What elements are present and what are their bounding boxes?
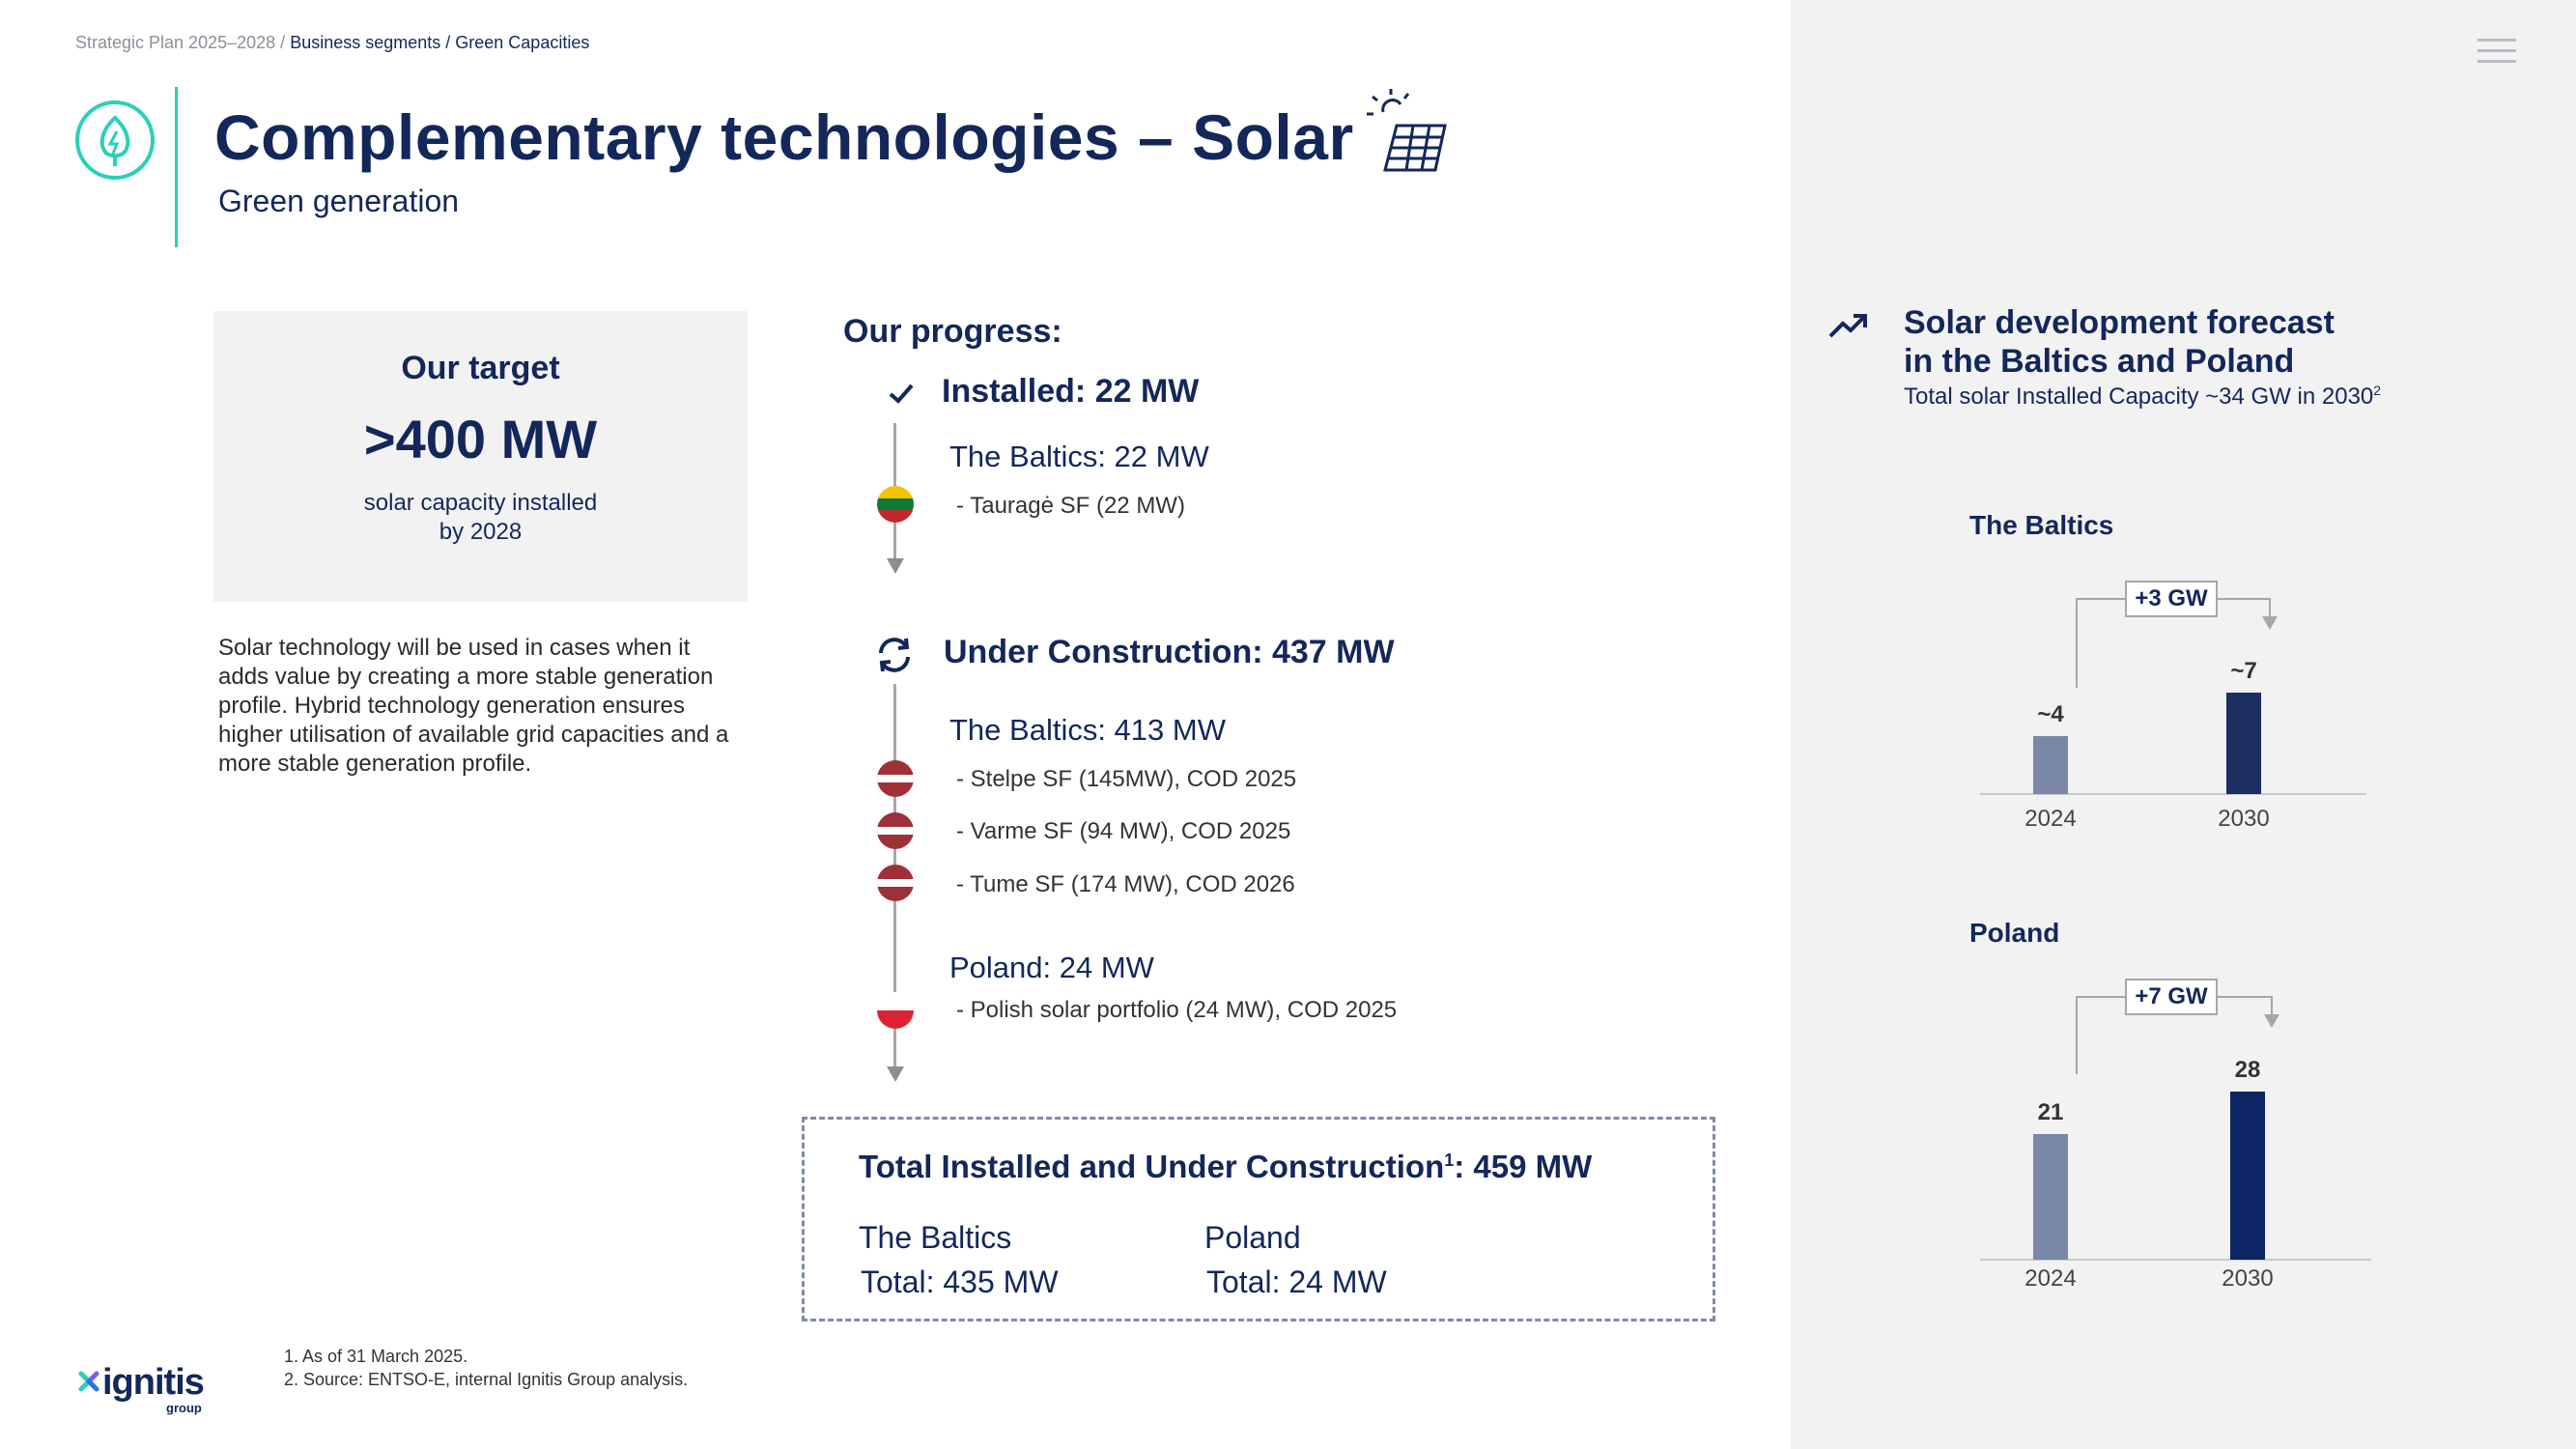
list-item: - Tauragė SF (22 MW) [956,493,1185,519]
forecast-title [1904,303,2335,381]
target-card [213,311,748,602]
totals-baltics-value: Total: 435 MW [861,1264,1059,1299]
list-item: - Tume SF (174 MW), COD 2026 [956,871,1295,897]
forecast-subtitle-text: Total solar Installed Capacity ~34 GW in 2030 [1904,384,2374,410]
footnote-2: 2. Source: ENTSO-E, internal Ignitis Group analysis. [284,1370,689,1389]
chart-title-baltics: The Baltics [1969,510,2114,540]
totals-title-text: Total Installed and Under Construction [859,1149,1445,1184]
target-desc-line2: by 2028 [439,519,523,545]
list-item: - Varme SF (94 MW), COD 2025 [956,818,1291,844]
delta-badge: +7 GW [2125,979,2218,1015]
x-tick-label: 2024 [2024,806,2077,832]
totals-baltics-label: The Baltics [859,1220,1012,1255]
x-tick-label: 2030 [2218,806,2270,832]
latvia-flag-icon [877,760,914,802]
construction-poland-region: Poland: 24 MW [949,951,1154,984]
description-text: Solar technology will be used in cases when it adds value by creating a more stable generation profile. Hybrid technology generation ensures higher utilisation of available grid capacities and a more stable generation profile. [218,635,729,777]
ignitis-logo [75,1364,220,1418]
page-subtitle: Green generation [218,184,460,218]
footnote-ref: 1 [1444,1151,1455,1170]
timeline-arrow-icon [887,558,904,574]
chart-bar [2033,736,2068,794]
footnote-ref: 2 [2373,383,2382,398]
totals-poland-label: Poland [1204,1220,1301,1255]
menu-icon[interactable] [2477,39,2516,64]
forecast-title-line2: in the Baltics and Poland [1904,343,2295,380]
leaf-icon [73,99,156,182]
progress-heading: Our progress: [843,313,1062,350]
breadcrumb-link[interactable]: Business segments / Green Capacities [290,33,590,52]
bar-value-label: ~7 [2230,658,2257,684]
logo-wordmark: ignitis [102,1362,204,1403]
chart-bar [2033,1134,2068,1260]
forecast-title-line1: Solar development forecast [1904,304,2335,341]
totals-box [802,1117,1715,1321]
bar-value-label: 21 [2037,1098,2064,1125]
page-title: Complementary technologies – Solar [214,101,1354,173]
installed-title: Installed: 22 MW [942,373,1200,410]
checkmark-icon [887,379,916,412]
chart-bar [2230,1092,2265,1260]
bar-value-label: 28 [2234,1057,2261,1084]
latvia-flag-icon [877,812,914,854]
poland-flag-icon [877,992,914,1034]
baltics-chart [1970,570,2376,831]
totals-title-value: : 459 MW [1454,1149,1593,1184]
poland-chart [1970,968,2376,1296]
x-tick-label: 2030 [2222,1265,2274,1292]
breadcrumb-prefix: Strategic Plan 2025–2028 / [75,33,286,52]
timeline-arrow-icon [887,1066,904,1082]
totals-poland-value: Total: 24 MW [1206,1264,1387,1299]
title-divider [175,87,178,247]
chart-title-poland: Poland [1969,918,2060,948]
breadcrumb [75,33,589,53]
installed-region: The Baltics: 22 MW [949,440,1209,473]
construction-baltics-region: The Baltics: 413 MW [949,713,1226,747]
chart-connector [1970,968,2376,1296]
x-tick-label: 2024 [2024,1265,2077,1292]
target-desc-line1: solar capacity installed [363,490,598,516]
list-item: - Stelpe SF (145MW), COD 2025 [956,766,1297,792]
footnotes [284,1345,688,1391]
trend-up-icon [1827,311,1870,345]
totals-title [859,1149,1592,1185]
construction-title: Under Construction: 437 MW [944,634,1395,670]
refresh-icon [873,634,916,681]
target-value: >400 MW [363,409,598,469]
logo-tag: group [166,1401,202,1415]
latvia-flag-icon [877,865,914,906]
delta-badge: +3 GW [2125,581,2218,617]
forecast-subtitle [1904,383,2381,411]
list-item: - Polish solar portfolio (24 MW), COD 2025 [956,997,1398,1023]
target-description [213,489,748,547]
bar-value-label: ~4 [2037,701,2064,727]
lithuania-flag-icon [877,486,914,527]
solar-panel-icon [1362,89,1449,176]
chart-bar [2226,693,2261,794]
target-label: Our target [401,350,560,386]
footnote-1: 1. As of 31 March 2025. [284,1347,468,1366]
